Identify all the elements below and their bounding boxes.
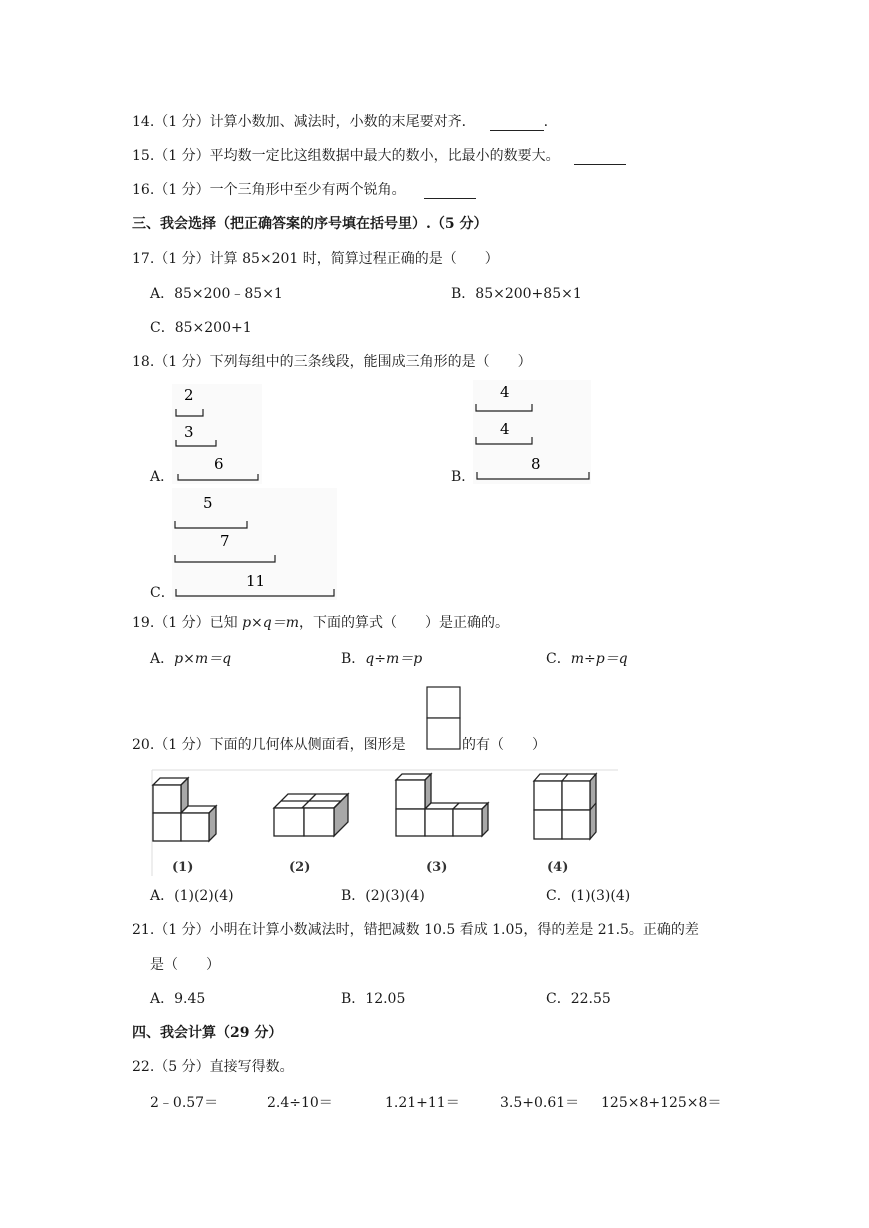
q19-option-a-label: A．	[150, 651, 175, 667]
q20-option-b[interactable]: B．(2)(3)(4)	[341, 888, 425, 904]
q19-option-b-label: B．	[341, 651, 366, 667]
question-22-stem: 22.（5 分）直接写得数。	[132, 1059, 294, 1075]
question-14-text: 14.（1 分）计算小数加、减法时，小数的末尾要对齐．	[132, 114, 476, 130]
q18-option-a-label[interactable]: A．	[150, 469, 175, 485]
q21-option-b[interactable]: B．12.05	[341, 991, 406, 1007]
q19-option-c-label: C．	[546, 651, 571, 667]
question-14-tail: .	[543, 114, 549, 130]
figure-label-1: (1)	[172, 860, 194, 875]
question-21-line-1: 21.（1 分）小明在计算小数减法时，错把减数 10.5 看成 1.05，得的差是 21.5。正确的差	[132, 922, 699, 938]
q19-option-c[interactable]	[546, 650, 628, 668]
q20-option-a[interactable]: A．(1)(2)(4)	[150, 888, 234, 904]
segment-a2-length: 3	[184, 423, 194, 441]
segment-a3	[178, 474, 258, 480]
segment-a2	[176, 440, 216, 446]
q21-option-a[interactable]: A．9.45	[150, 991, 206, 1007]
figure-label-3: (3)	[426, 860, 448, 875]
figure-label-4: (4)	[547, 860, 569, 875]
segment-b3-length: 8	[531, 455, 541, 473]
q22-item-4[interactable]: 3.5+0.61＝	[500, 1095, 580, 1111]
section-3-title: 三、我会选择（把正确答案的序号填在括号里）.（5 分）	[132, 216, 488, 232]
q18-figure-a[interactable]	[176, 386, 258, 480]
segment-a3-length: 6	[214, 455, 224, 473]
question-15-text: 15.（1 分）平均数一定比这组数据中最大的数小，比最小的数要大。	[132, 148, 560, 164]
solid-figure-4[interactable]	[534, 774, 596, 839]
q19-option-b-expr: q÷m＝p	[365, 651, 423, 667]
figure-label-2: (2)	[289, 860, 311, 875]
q19-option-b[interactable]	[341, 650, 422, 668]
segment-a1	[176, 409, 203, 416]
q22-item-3[interactable]: 1.21+11＝	[385, 1095, 460, 1111]
q19-prefix: 19.（1 分）已知	[132, 615, 243, 631]
question-21-line-2: 是（ ）	[150, 957, 220, 973]
side-view-shape	[426, 686, 462, 750]
question-19-stem	[132, 614, 509, 632]
q17-option-a[interactable]: A．85×200﹣85×1	[150, 286, 283, 302]
q19-option-a-expr: p×m＝q	[174, 651, 232, 667]
question-17-stem: 17.（1 分）计算 85×201 时，简算过程正确的是（ ）	[132, 251, 499, 267]
question-18-stem: 18.（1 分）下列每组中的三条线段，能围成三角形的是（ ）	[132, 354, 532, 370]
q19-given-equation: p×q＝m	[242, 615, 300, 631]
section-4-title: 四、我会计算（29 分）	[132, 1025, 283, 1041]
segment-a1-length: 2	[184, 386, 194, 404]
solid-figure-2[interactable]	[274, 794, 348, 836]
q19-suffix: ，下面的算式（ ）是正确的。	[299, 615, 510, 631]
question-20-stem-after: 的有（ ）	[462, 737, 546, 753]
q22-item-2[interactable]: 2.4÷10＝	[267, 1095, 333, 1111]
q20-solid-figures	[150, 768, 620, 878]
q21-option-c[interactable]: C．22.55	[546, 991, 611, 1007]
segment-c2-length: 7	[220, 532, 230, 550]
q19-option-a[interactable]	[150, 650, 231, 668]
q18-option-c-label[interactable]: C．	[150, 585, 175, 601]
q22-item-5[interactable]: 125×8+125×8＝	[601, 1095, 722, 1111]
segment-c1-length: 5	[203, 494, 213, 512]
q17-option-b[interactable]: B．85×200+85×1	[451, 286, 582, 302]
question-16-text: 16.（1 分）一个三角形中至少有两个锐角。	[132, 182, 406, 198]
segment-c3-length: 11	[246, 572, 266, 590]
q19-option-c-expr: m÷p＝q	[570, 651, 628, 667]
q18-option-b-label[interactable]: B．	[451, 469, 476, 485]
question-20-stem-before: 20.（1 分）下面的几何体从侧面看，图形是	[132, 737, 406, 753]
segment-b2-length: 4	[500, 420, 510, 438]
q20-option-c[interactable]: C．(1)(3)(4)	[546, 888, 631, 904]
q17-option-c[interactable]: C．85×200+1	[150, 320, 252, 336]
q22-item-1[interactable]: 2﹣0.57＝	[150, 1095, 219, 1111]
segment-b1-length: 4	[500, 383, 510, 401]
